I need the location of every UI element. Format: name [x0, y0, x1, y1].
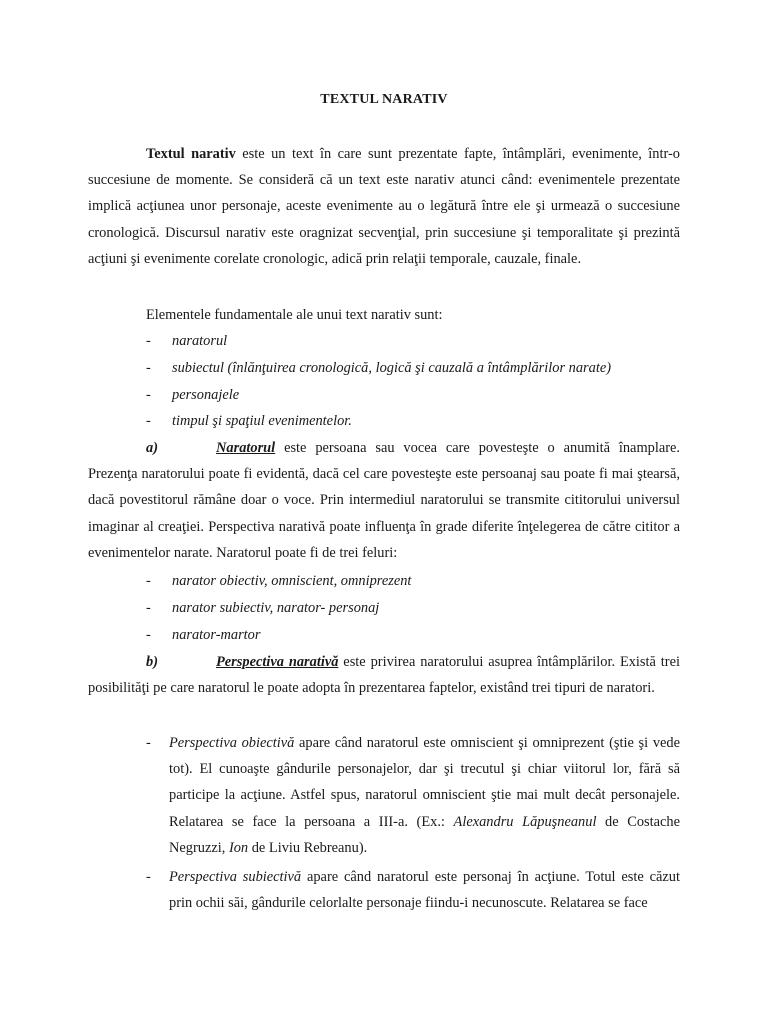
bullet-marker: -: [146, 627, 151, 643]
subjective-term: Perspectiva subiectivă: [169, 869, 302, 885]
bullet-marker: -: [146, 869, 151, 885]
section-a-label: a): [146, 440, 158, 456]
list-item: subiectul (înlănţuirea cronologică, logică şi cauzală a întâmplărilor narate): [172, 360, 612, 376]
work-title: Alexandru Lăpuşneanul: [453, 813, 597, 830]
perspective-objective-item: [169, 730, 680, 861]
section-b-term: Perspectiva narativă: [216, 654, 339, 670]
perspective-subjective-item: [169, 864, 680, 916]
page-title: TEXTUL NARATIV: [320, 92, 448, 107]
subjective-text: apare când naratorul este personaj în acţiune. Totul este căzut prin ochii săi, gândurile celorlalte personaje fiindu-i necunoscute. Relatarea se face: [169, 869, 680, 912]
section-a-text: este persoana sau vocea care povesteşte o anumită înamplare. Prezenţa naratorului poate fi evidentă, dacă cel care povesteşte este persoanaj sau poate fi mai ştearsă, dacă povestitorul rămâne doar o voce. Prin intermediul naratorului se transmite cititorului universul imaginar al creaţiei. Perspectiva narativă poate influenţa în grade diferite înţelegerea de către cititor a evenimentelor narate. Naratorul poate fi de trei feluri:: [88, 440, 680, 561]
intro-term: Textul narativ: [146, 146, 236, 162]
list-item: naratorul: [172, 333, 228, 349]
objective-text: de Costache Negruzzi,: [169, 813, 680, 856]
list-item: narator obiectiv, omniscient, omniprezent: [172, 573, 412, 589]
section-a-term: Naratorul: [216, 440, 276, 456]
section-b-paragraph: [88, 649, 680, 701]
work-title: Ion: [228, 839, 249, 856]
bullet-marker: -: [146, 387, 151, 403]
section-b-label: b): [146, 654, 158, 670]
objective-text: apare când naratorul este omniscient şi omniprezent (ştie şi vede tot). El cunoaşte gândurile personajelor, dar şi trecutul şi chiar viitorul lor, fără să participe la acţiune. Astfel spus, naratorul omniscient ştie mai mult decât personajele. Relatarea se face la persoana a III-a. (Ex.:: [169, 735, 680, 830]
bullet-marker: -: [146, 333, 151, 349]
list-item: timpul şi spaţiul evenimentelor.: [172, 413, 352, 429]
section-a-paragraph: [88, 435, 680, 566]
intro-paragraph: [88, 141, 680, 272]
intro-text: este un text în care sunt prezentate fapte, întâmplări, evenimente, într-o succesiune de momente. Se consideră că un text este narativ atunci când: evenimentele prezentate implică acţiunea unor personaje, aceste evenimente au o legătură între ele şi urmează o succesiune cronologică. Discursul narativ este oragnizat secvenţial, prin succesiune şi temporalitate şi prezintă acţiuni şi evenimente corelate cronologic, adică prin relaţii temporale, cauzale, finale.: [88, 146, 680, 267]
list-item: personajele: [172, 387, 240, 403]
objective-text: de Liviu Rebreanu).: [248, 839, 368, 856]
bullet-marker: -: [146, 573, 151, 589]
bullet-marker: -: [146, 600, 151, 616]
list-item: narator-martor: [172, 627, 261, 643]
objective-term: Perspectiva obiectivă: [169, 735, 295, 751]
list-item: narator subiectiv, narator- personaj: [172, 600, 380, 616]
bullet-marker: -: [146, 735, 151, 751]
elements-intro: Elementele fundamentale ale unui text narativ sunt:: [146, 307, 443, 323]
bullet-marker: -: [146, 413, 151, 429]
section-b-text: este privirea naratorului asuprea întâmplărilor. Există trei posibilităţi pe care naratorul le poate adopta în prezentarea faptelor, existând trei tipuri de naratori.: [88, 654, 680, 697]
bullet-marker: -: [146, 360, 151, 376]
